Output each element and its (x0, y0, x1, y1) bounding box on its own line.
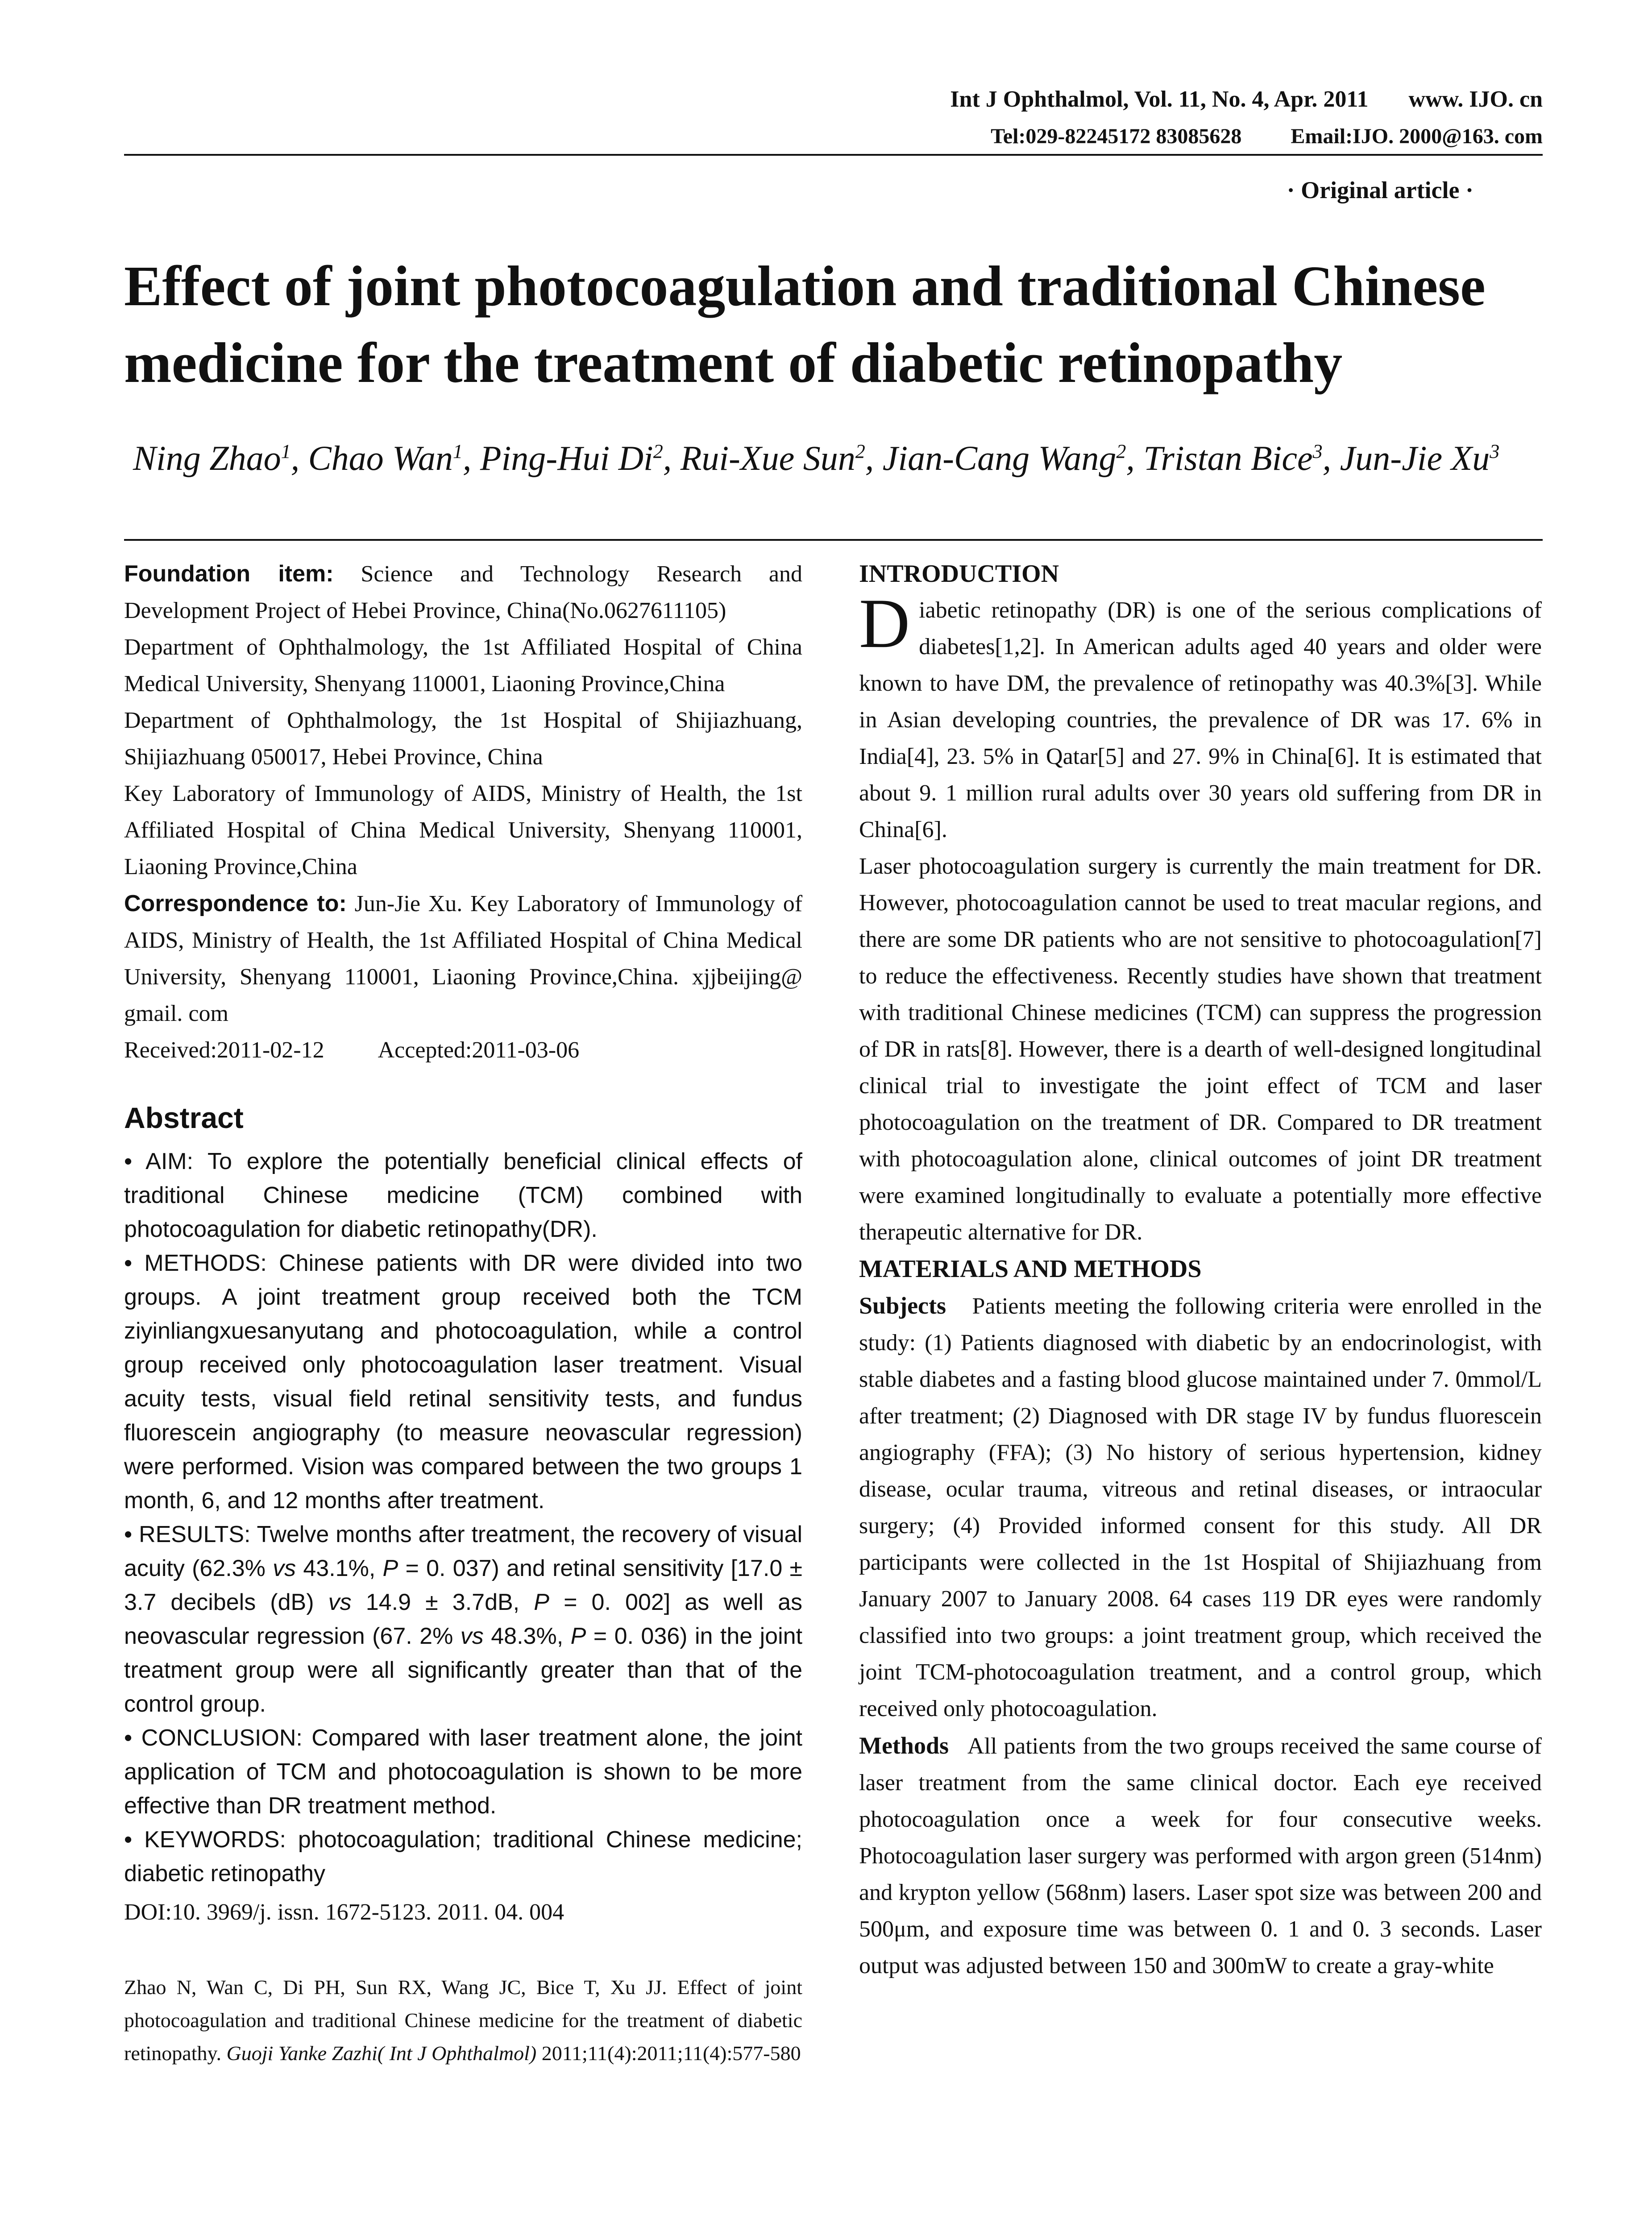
author: Jian-Cang Wang (882, 439, 1117, 477)
methods-paragraph (859, 1727, 1542, 1984)
journal-website: www. IJO. cn (1408, 87, 1543, 112)
abstract-heading: Abstract (124, 1101, 244, 1134)
article-type-label: · Original article · (1287, 177, 1474, 203)
citation-text: Zhao N, Wan C, Di PH, Sun RX, Wang JC, Bice T, Xu JJ. Effect of joint photocoagulation and traditional Chinese medicine for the treatment of diabetic retinopathy. (124, 1976, 802, 2065)
author-affiliation-mark: 2 (1116, 440, 1126, 462)
affiliation-1: Department of Ophthalmology, the 1st Affiliated Hospital of China Medical University, Shenyang 110001, Liaoning Province,China (124, 634, 802, 697)
introduction-heading: INTRODUCTION (859, 560, 1059, 588)
foundation-item (124, 556, 802, 629)
aim-label: • AIM: (124, 1149, 194, 1174)
introduction-text-1: iabetic retinopathy (DR) is one of the serious complications of diabetes[1,2]. In American adults aged 40 years and older were known to have DM, the prevalence of retinopathy was 40.3%[3]. While in Asian developing countries, the prevalence of DR was 17. 6% in India[4], 23. 5% in Qatar[5] and 27. 9% in China[6]. It is estimated that about 9. 1 million rural adults over 30 years old suffering from DR in China[6]. (859, 597, 1542, 842)
conclusion-text: Compared with laser treatment alone, the joint application of TCM and photocoagulation is shown to be more effective than DR treatment method. (124, 1725, 803, 1819)
correspondence (124, 885, 802, 1032)
foundation-item-text: Science and Technology Research and Development Project of Hebei Province, China(No.0627611105) (124, 561, 802, 623)
results-vs: vs (460, 1623, 484, 1649)
doi: DOI:10. 3969/j. issn. 1672-5123. 2011. 04. 004 (124, 1899, 565, 1925)
author-affiliation-mark: 1 (281, 440, 291, 462)
author-list: Ning Zhao$^1$, Chao Wan$^1$, Ping-Hui Di$^2$, Rui-Xue Sun$^2$, Jian-Cang Wang$^2$, Tristan Bice$^3$, Jun-Jie Xu$^3$ (133, 439, 1500, 477)
author: Tristan Bice (1143, 439, 1313, 477)
journal-citation: Int J Ophthalmol, Vol. 11, No. 4, Apr. 2011 (950, 87, 1369, 112)
accepted-date: Accepted:2011-03-06 (378, 1037, 580, 1063)
right-column (859, 556, 1542, 1984)
results-vs: vs (328, 1589, 352, 1615)
abstract-keywords (124, 1823, 802, 1891)
methods-text: Chinese patients with DR were divided into two groups. A joint treatment group received both the TCM ziyinliangxuesanyutang and photocoagulation, while a control group received only photocoagulation laser treatment. Visual acuity tests, visual field retinal sensitivity tests, and fundus fluorescein angiography (to measure neovascular regression) were performed. Vision was compared between the two groups 1 month, 6, and 12 months after treatment. (124, 1250, 803, 1514)
results-vs: vs (273, 1555, 296, 1581)
citation-journal: Guoji Yanke Zazhi( Int J Ophthalmol) (226, 2042, 537, 2065)
author: Ping-Hui Di (480, 439, 653, 477)
journal-telephone: Tel:029-82245172 83085628 (991, 124, 1242, 148)
methods-body-text: All patients from the two groups received the same course of laser treatment from the same clinical doctor. Each eye received photocoagulation once a week for four consecutive weeks. Photocoagulation laser surgery was performed with argon green (514nm) and krypton yellow (568nm) lasers. Laser spot size was between 200 and 500μm, and exposure time was between 0. 1 and 0. 3 seconds. Laser output was adjusted between 150 and 300mW to create a gray-white (859, 1733, 1542, 1978)
affiliation-3: Key Laboratory of Immunology of AIDS, Ministry of Health, the 1st Affiliated Hospital of China Medical University, Shenyang 110001, Liaoning Province,China (124, 781, 802, 879)
methods-subheading: Methods (859, 1732, 949, 1759)
author-affiliation-mark: 2 (653, 440, 663, 462)
results-label: • RESULTS: (124, 1522, 251, 1547)
received-accepted-dates (124, 1032, 802, 1069)
author: Rui-Xue Sun (680, 439, 855, 477)
header-rule (124, 154, 1543, 156)
foundation-item-label: Foundation item: (124, 561, 334, 587)
keywords-text: photocoagulation; traditional Chinese medicine; diabetic retinopathy (124, 1827, 803, 1887)
results-p: P (570, 1623, 586, 1649)
drop-cap: D (859, 585, 910, 663)
author-affiliation-mark: 3 (1312, 440, 1323, 462)
title-rule (124, 539, 1543, 541)
article-title: Effect of joint photocoagulation and traditional Chinese medicine for the treatment of diabetic retinopathy (124, 254, 1486, 394)
author-affiliation-mark: 1 (452, 440, 463, 462)
results-text: = 0. 002] as well as neovascular regression (67. 2% (124, 1589, 803, 1649)
journal-header-line (950, 86, 1543, 112)
citation-volume: 2011;11(4):2011;11(4):577-580 (541, 2042, 801, 2065)
subjects-paragraph (859, 1287, 1542, 1727)
conclusion-label: • CONCLUSION: (124, 1725, 303, 1751)
results-p: P (382, 1555, 398, 1581)
results-p: P (534, 1589, 549, 1615)
methods-label: • METHODS: (124, 1250, 267, 1276)
abstract-methods (124, 1246, 802, 1518)
received-date: Received:2011-02-12 (124, 1037, 324, 1063)
results-text: 14.9 ± 3.7dB, (365, 1589, 520, 1615)
results-text: 48.3%, (491, 1623, 564, 1649)
subjects-subheading: Subjects (859, 1292, 946, 1319)
abstract-results (124, 1518, 802, 1721)
author: Ning Zhao (133, 439, 281, 477)
journal-email: Email:IJO. 2000@163. com (1291, 124, 1543, 148)
abstract-conclusion (124, 1721, 802, 1823)
author: Chao Wan (308, 439, 453, 477)
abstract-aim (124, 1145, 802, 1246)
correspondence-label: Correspondence to: (124, 891, 347, 916)
introduction-paragraph-2: Laser photocoagulation surgery is currently the main treatment for DR. However, photocoagulation cannot be used to treat macular regions, and there are some DR patients who are not sensitive to photocoagulation[7] to reduce the effectiveness. Recently studies have shown that treatment with traditional Chinese medicines (TCM) can suppress the progression of DR in rats[8]. However, there is a dearth of well-designed longitudinal clinical trial to investigate the joint effect of TCM and laser photocoagulation on the treatment of DR. Compared to DR treatment with photocoagulation alone, clinical outcomes of joint DR treatment were examined longitudinally to evaluate a potentially more effective therapeutic alternative for DR. (859, 854, 1542, 1245)
results-text: = 0. 037) and retinal sensitivity [17.0 ± 3.7 decibels (dB) (124, 1555, 803, 1615)
results-text: 43.1%, (303, 1555, 376, 1581)
keywords-label: • KEYWORDS: (124, 1827, 286, 1853)
affiliation-2: Department of Ophthalmology, the 1st Hospital of Shijiazhuang, Shijiazhuang 050017, Hebei Province, China (124, 708, 802, 770)
left-column (124, 556, 802, 2070)
introduction-paragraph-1 (859, 585, 1542, 848)
correspondence-text: Jun-Jie Xu. Key Laboratory of Immunology of AIDS, Ministry of Health, the 1st Affiliated Hospital of China Medical University, Shenyang 110001, Liaoning Province,China. xjjbeijing@ gmail. com (124, 891, 803, 1026)
materials-methods-heading: MATERIALS AND METHODS (859, 1255, 1202, 1283)
author-affiliation-mark: 3 (1490, 440, 1500, 462)
citation-block (124, 1971, 802, 2070)
author-affiliation-mark: 2 (855, 440, 865, 462)
aim-text: To explore the potentially beneficial clinical effects of traditional Chinese medicine (TCM) combined with photocoagulation for diabetic retinopathy(DR). (124, 1149, 802, 1242)
journal-contact-line (991, 124, 1543, 149)
subjects-text: Patients meeting the following criteria were enrolled in the study: (1) Patients diagnosed with diabetic by an endocrinologist, with stable diabetes and a fasting blood glucose maintained under 7. 0mmol/L after treatment; (2) Diagnosed with DR stage IV by fundus fluorescein angiography (FFA); (3) No history of serious hypertension, kidney disease, ocular trauma, vitreous and retinal diseases, or intraocular surgery; (4) Provided informed consent for this study. All DR participants were collected in the 1st Hospital of Shijiazhuang from January 2007 to January 2008. 64 cases 119 DR eyes were randomly classified into two groups: a joint treatment group, which received the joint TCM-photocoagulation treatment, and a control group, which received only photocoagulation. (859, 1294, 1542, 1721)
results-text: = 0. 036) in the joint treatment group were all significantly greater than that of the control group. (124, 1623, 803, 1717)
results-text: Twelve months after treatment, the recovery of visual acuity (62.3% (124, 1522, 802, 1581)
author: Jun-Jie Xu (1340, 439, 1490, 477)
